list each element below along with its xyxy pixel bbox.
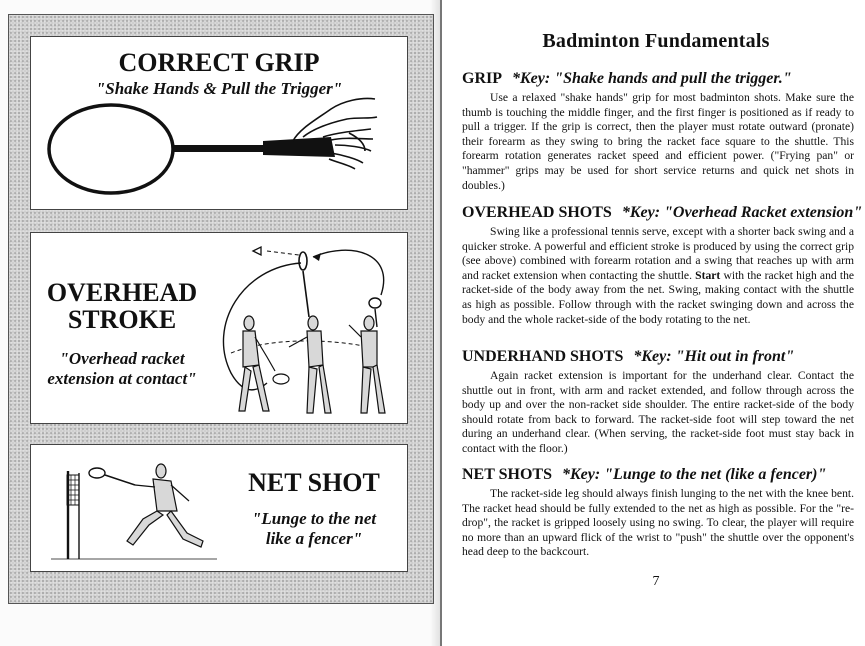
page-gutter-shadow xyxy=(430,0,440,646)
net-shots-section-heading xyxy=(462,466,854,484)
underhand-section-body: Again racket extension is important for the underhand clear. Contact the shuttle out in front, with arm and racket extended, and follow through across the body up and over the non-racket side shoulder. The entire racket-side of the body should rotate from back to forward. The racket-side foot will step toward the net during an underhand clear. (When serving, the racket-side foot must stay back in contact with the floor.) xyxy=(462,369,854,455)
page-gutter xyxy=(440,0,442,646)
page-number: 7 xyxy=(652,574,660,589)
grip-section xyxy=(462,70,854,193)
grip-card-quote: "Shake Hands & Pull the Trigger" xyxy=(95,79,343,98)
underhand-heading-label: UNDERHAND SHOTS xyxy=(462,348,624,365)
net-shots-key-phrase: *Key: "Lunge to the net (like a fencer)" xyxy=(561,466,827,483)
net-quote-line-1: "Lunge to the net xyxy=(251,509,377,528)
overhead-stroke-card xyxy=(30,232,408,424)
net-shot-card xyxy=(30,444,408,572)
net-card-title: NET SHOT xyxy=(248,468,380,497)
underhand-key-phrase: *Key: "Hit out in front" xyxy=(633,348,795,365)
racket-shaft-icon xyxy=(172,145,270,152)
overhead-key-phrase: *Key: "Overhead Racket extension" xyxy=(621,204,863,221)
overhead-quote-line-2: extension at contact" xyxy=(47,368,197,388)
overhead-section-heading xyxy=(462,204,863,222)
player-figure-follow-through xyxy=(349,298,385,413)
swing-arrow-icon xyxy=(313,253,321,261)
grip-key-phrase: *Key: "Shake hands and pull the trigger." xyxy=(512,70,792,87)
grip-card-title: CORRECT GRIP xyxy=(118,48,320,77)
player-figure-contact xyxy=(289,252,331,413)
player-figure-backswing xyxy=(239,316,289,411)
racket-handle-icon xyxy=(263,137,335,157)
overhead-body-part-2: with the racket high and the racket-side of the body away from the net. Swing, making contact with the shuttle as high as possible. Follow through with the racket swinging down and across the body and the whole racket-side of the body rotating to the net. xyxy=(462,268,855,326)
net-shots-section-body: The racket-side leg should always finish lunging to the net with the knee bent. The racket head should be fully extended to the net as high as possible. For the "re-drop", the racket is gripped loosely using no swing. To clear, the player will require no more than an upward flick of the wrist to "push" the shuttle over the opponent's head deep to the backcourt. xyxy=(462,487,854,559)
net-quote-line-2: like a fencer" xyxy=(265,528,363,548)
underhand-section-heading xyxy=(462,348,854,366)
overhead-quote-line-1: "Overhead racket xyxy=(59,349,185,368)
grip-section-heading xyxy=(462,70,854,88)
underhand-section xyxy=(462,348,854,457)
net-icon xyxy=(67,471,79,559)
overhead-section xyxy=(462,204,863,327)
grip-section-body: Use a relaxed "shake hands" grip for most badminton shots. Make sure the thumb is touching the middle finger, and the first finger is positioned as if ready to pull a trigger. If the grip is correct, then the player must rotate outward (pronate) their forearm as they swing to bring the racket face square to the shuttle. This forearm rotation generates racket speed and efficient power. ("Frying pan" or "hammer" grips may be used for short service returns and quick net shots in doubles.) xyxy=(462,91,854,192)
net-shots-heading-label: NET SHOTS xyxy=(462,466,552,483)
overhead-body-part-1: Swing like a professional tennis serve, except with a shorter back swing and a quicker stroke. A powerful and efficient stroke is produced by using the correct grip (see above) combined with forearm rotation and a swing that reaches up with arm and racket extension when contacting the shuttle. xyxy=(462,225,854,282)
gripping-hand-icon xyxy=(293,98,377,169)
net-card-quote xyxy=(221,509,407,548)
grip-heading-label: GRIP xyxy=(462,70,502,87)
right-page xyxy=(456,0,863,646)
swing-arc-forward xyxy=(313,250,384,295)
lunging-player-figure xyxy=(89,464,203,547)
overhead-heading-label: OVERHEAD SHOTS xyxy=(462,204,612,221)
correct-grip-card xyxy=(30,36,408,210)
overhead-body-bold-start: Start xyxy=(695,268,721,282)
shuttlecock-icon xyxy=(253,247,261,255)
overhead-title-line-2: STROKE xyxy=(67,305,177,335)
net-shot-illustration xyxy=(31,445,221,571)
swing-arc-back xyxy=(223,263,301,390)
net-shots-section xyxy=(462,466,854,560)
shuttle-trajectory xyxy=(267,251,299,255)
overhead-section-body xyxy=(462,225,854,327)
page-title: Badminton Fundamentals xyxy=(542,30,770,52)
overhead-title-line-1: OVERHEAD xyxy=(46,278,198,307)
overhead-stroke-illustration xyxy=(31,233,407,423)
racket-head-icon xyxy=(49,105,173,193)
racket-grip-illustration xyxy=(31,37,407,209)
